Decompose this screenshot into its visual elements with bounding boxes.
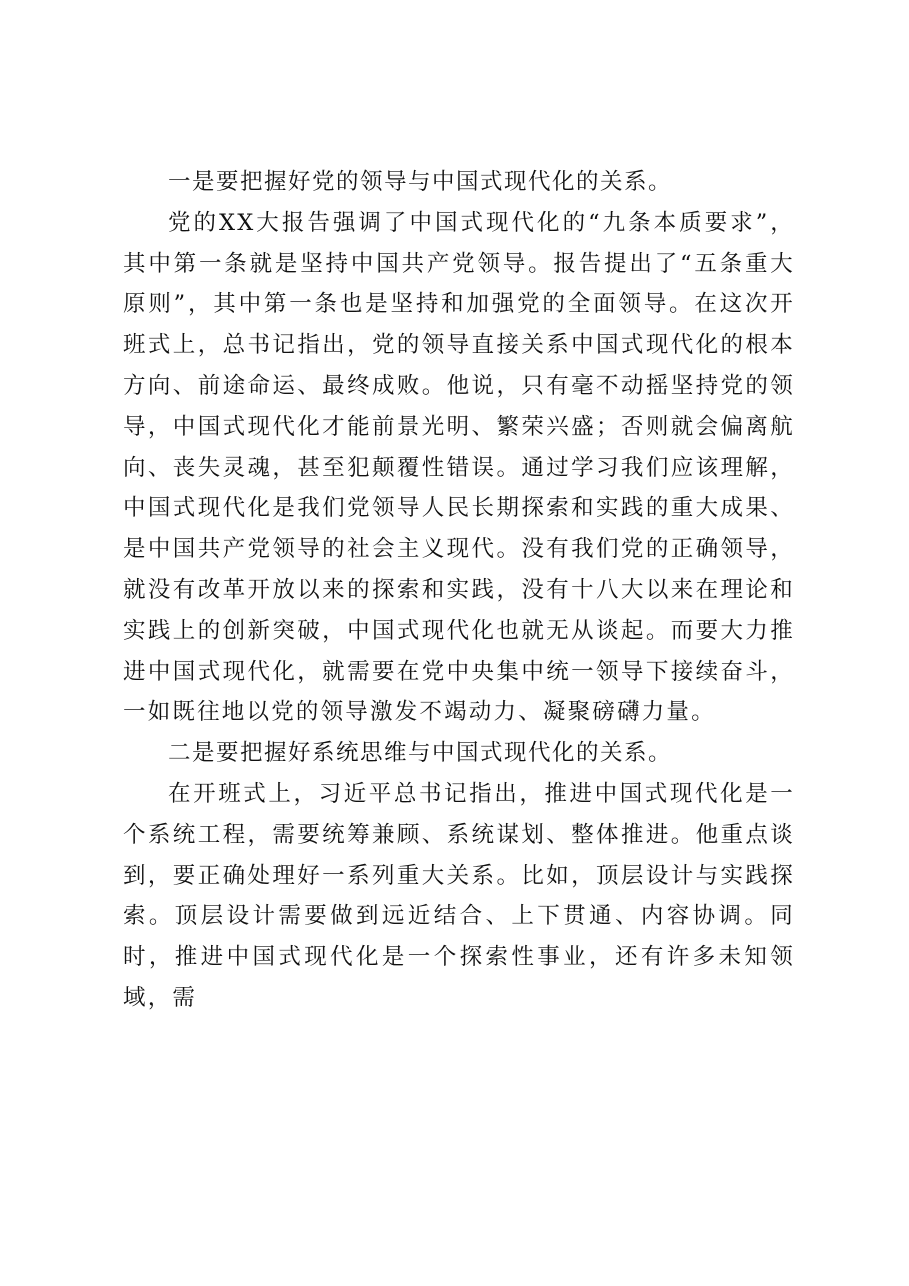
body-paragraph-2: 在开班式上，习近平总书记指出，推进中国式现代化是一个系统工程，需要统筹兼顾、系统谋划、整体推进。他重点谈到，要正确处理好一系列重大关系。比如，顶层设计与实践探索。顶层设计需要做到远近结合、上下贯通、内容协调。同时，推进中国式现代化是一个探索性事业，还有许多未知领域，需 <box>123 780 795 1011</box>
document-page <box>123 162 795 1019</box>
section-heading-2: 二是要把握好系统思维与中国式现代化的关系。 <box>168 740 673 767</box>
section-heading-1: 一是要把握好党的领导与中国式现代化的关系。 <box>168 169 673 195</box>
body-paragraph-1: 党的XX大报告强调了中国式现代化的“九条本质要求”，其中第一条就是坚持中国共产党领导。报告提出了“五条重大原则”，其中第一条也是坚持和加强党的全面领导。在这次开班式上，总书记指出，党的领导直接关系中国式现代化的根本方向、前途命运、最终成败。他说，只有毫不动摇坚持党的领导，中国式现代化才能前景光明、繁荣兴盛；否则就会偏离航向、丧失灵魂，甚至犯颠覆性错误。通过学习我们应该理解，中国式现代化是我们党领导人民长期探索和实践的重大成果、是中国共产党领导的社会主义现代。没有我们党的正确领导，就没有改革开放以来的探索和实践，没有十八大以来在理论和实践上的创新突破，中国式现代化也就无从谈起。而要大力推进中国式现代化，就需要在党中央集中统一领导下接续奋斗，一如既往地以党的领导激发不竭动力、凝聚磅礴力量。 <box>123 209 795 726</box>
